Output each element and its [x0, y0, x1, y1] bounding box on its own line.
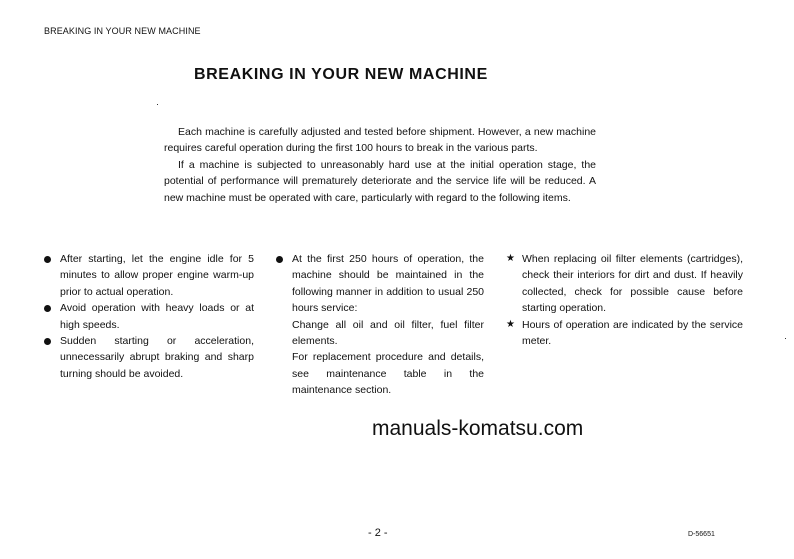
watermark-url: manuals-komatsu.com [372, 417, 584, 440]
intro-paragraph-2: If a machine is subjected to unreasonably hard use at the initial operation stage, the potential of performance will prematurely deteriorate and the service life will be reduced. A new machine must be operated with care, particularly with regard to the following items. [164, 158, 596, 204]
sub-paragraph-replacement-procedure: For replacement procedure and details, see maintenance table in the maintenance section. [292, 351, 484, 397]
bullet-dot-icon [276, 251, 290, 263]
list-item-text: Sudden starting or acceleration, unnecessarily abrupt braking and sharp turning should be avoided. [60, 335, 254, 380]
page-number: - 2 - [368, 527, 388, 539]
running-header: BREAKING IN YOUR NEW MACHINE [44, 26, 201, 36]
list-item [44, 300, 254, 333]
scan-speck [785, 338, 786, 339]
sub-paragraph-oil-change: Change all oil and oil filter, fuel filter elements. [292, 318, 484, 348]
document-code: D-56651 [688, 531, 715, 538]
note-item-text: Hours of operation are indicated by the service meter. [522, 318, 743, 348]
bullet-column-1 [44, 251, 254, 382]
note-column [506, 251, 743, 349]
bullet-column-2 [276, 251, 484, 399]
star-icon: ★ [506, 253, 515, 264]
note-item [506, 251, 743, 317]
page-title: BREAKING IN YOUR NEW MACHINE [194, 66, 488, 83]
intro-section [164, 124, 596, 206]
note-item [506, 317, 743, 350]
scan-speck [157, 104, 158, 105]
bullet-dot-icon [44, 251, 58, 263]
intro-paragraph-1: Each machine is carefully adjusted and tested before shipment. However, a new machine requires careful operation during the first 100 hours to break in the various parts. [164, 126, 596, 155]
note-item-text: When replacing oil filter elements (cartridges), check their interiors for dirt and dust. If heavily collected, check for possible cause before starting operation. [522, 253, 743, 315]
bullet-dot-icon [44, 300, 58, 312]
bullet-dot-icon [44, 333, 58, 345]
list-item [44, 251, 254, 300]
list-item-text: After starting, let the engine idle for 5 minutes to allow proper engine warm-up prior to actual operation. [60, 253, 254, 298]
list-item-text: At the first 250 hours of operation, the machine should be maintained in the following manner in addition to usual 250 hours service: [292, 253, 484, 315]
list-item-text: Avoid operation with heavy loads or at high speeds. [60, 302, 254, 331]
list-item [276, 251, 484, 399]
list-item [44, 333, 254, 382]
star-icon: ★ [506, 318, 515, 330]
